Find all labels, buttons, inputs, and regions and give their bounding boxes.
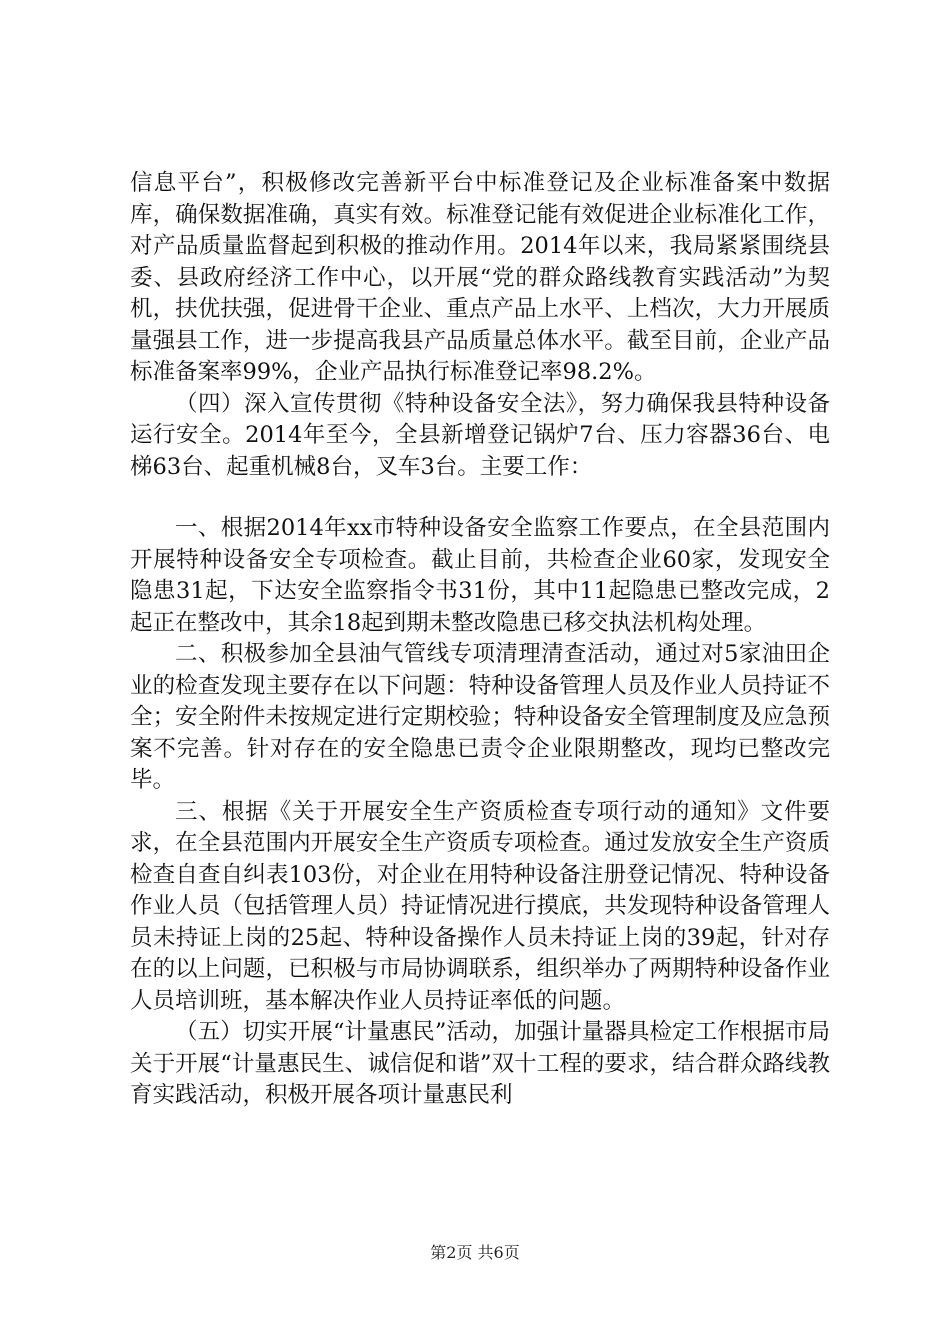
paragraph-1: 信息平台”，积极修改完善新平台中标准登记及企业标准备案中数据库，确保数据准确，真实有效。标准登记能有效促进企业标准化工作，对产品质量监督起到积极的推动作用。2014年以来，我局紧紧围绕县委、县政府经济工作中心，以开展“党的群众路线教育实践活动”为契机，扶优扶强，促进骨干企业、重点产品上水平、上档次，大力开展质量强县工作，进一步提高我县产品质量总体水平。截至目前，企业产品标准备案率99%，企业产品执行标准登记率98.2%。 [130, 170, 830, 385]
paragraph-3: 一、根据2014年xx市特种设备安全监察工作要点，在全县范围内开展特种设备安全专项检查。截止目前，共检查企业60家，发现安全隐患31起，下达安全监察指令书31份，其中11起隐患已整改完成，2起正在整改中，其余18起到期未整改隐患已移交执法机构处理。 [130, 515, 830, 636]
paragraph-2: （四）深入宣传贯彻《特种设备安全法》，努力确保我县特种设备运行安全。2014年至今，全县新增登记锅炉7台、压力容器36台、电梯63台、起重机械8台，叉车3台。主要工作： [130, 390, 830, 480]
page-number-footer: 第2页 共6页 [430, 1243, 520, 1262]
document-body [130, 168, 830, 1112]
paragraph-4: 二、积极参加全县油气管线专项清理清查活动，通过对5家油田企业的检查发现主要存在以下问题：特种设备管理人员及作业人员持证不全；安全附件未按规定进行定期校验；特种设备安全管理制度及应急预案不完善。针对存在的安全隐患已责令企业限期整改，现均已整改完毕。 [130, 641, 830, 793]
paragraph-6: （五）切实开展“计量惠民”活动，加强计量器具检定工作根据市局关于开展“计量惠民生、诚信促和谐”双十工程的要求，结合群众路线教育实践活动，积极开展各项计量惠民利 [130, 1019, 830, 1108]
paragraph-5: 三、根据《关于开展安全生产资质检查专项行动的通知》文件要求，在全县范围内开展安全生产资质专项检查。通过发放安全生产资质检查自查自纠表103份，对企业在用特种设备注册登记情况、特种设备作业人员（包括管理人员）持证情况进行摸底，共发现特种设备管理人员未持证上岗的25起、特种设备操作人员未持证上岗的39起，针对存在的以上问题，已积极与市局协调联系，组织举办了两期特种设备作业人员培训班，基本解决作业人员持证率低的问题。 [130, 798, 830, 1014]
